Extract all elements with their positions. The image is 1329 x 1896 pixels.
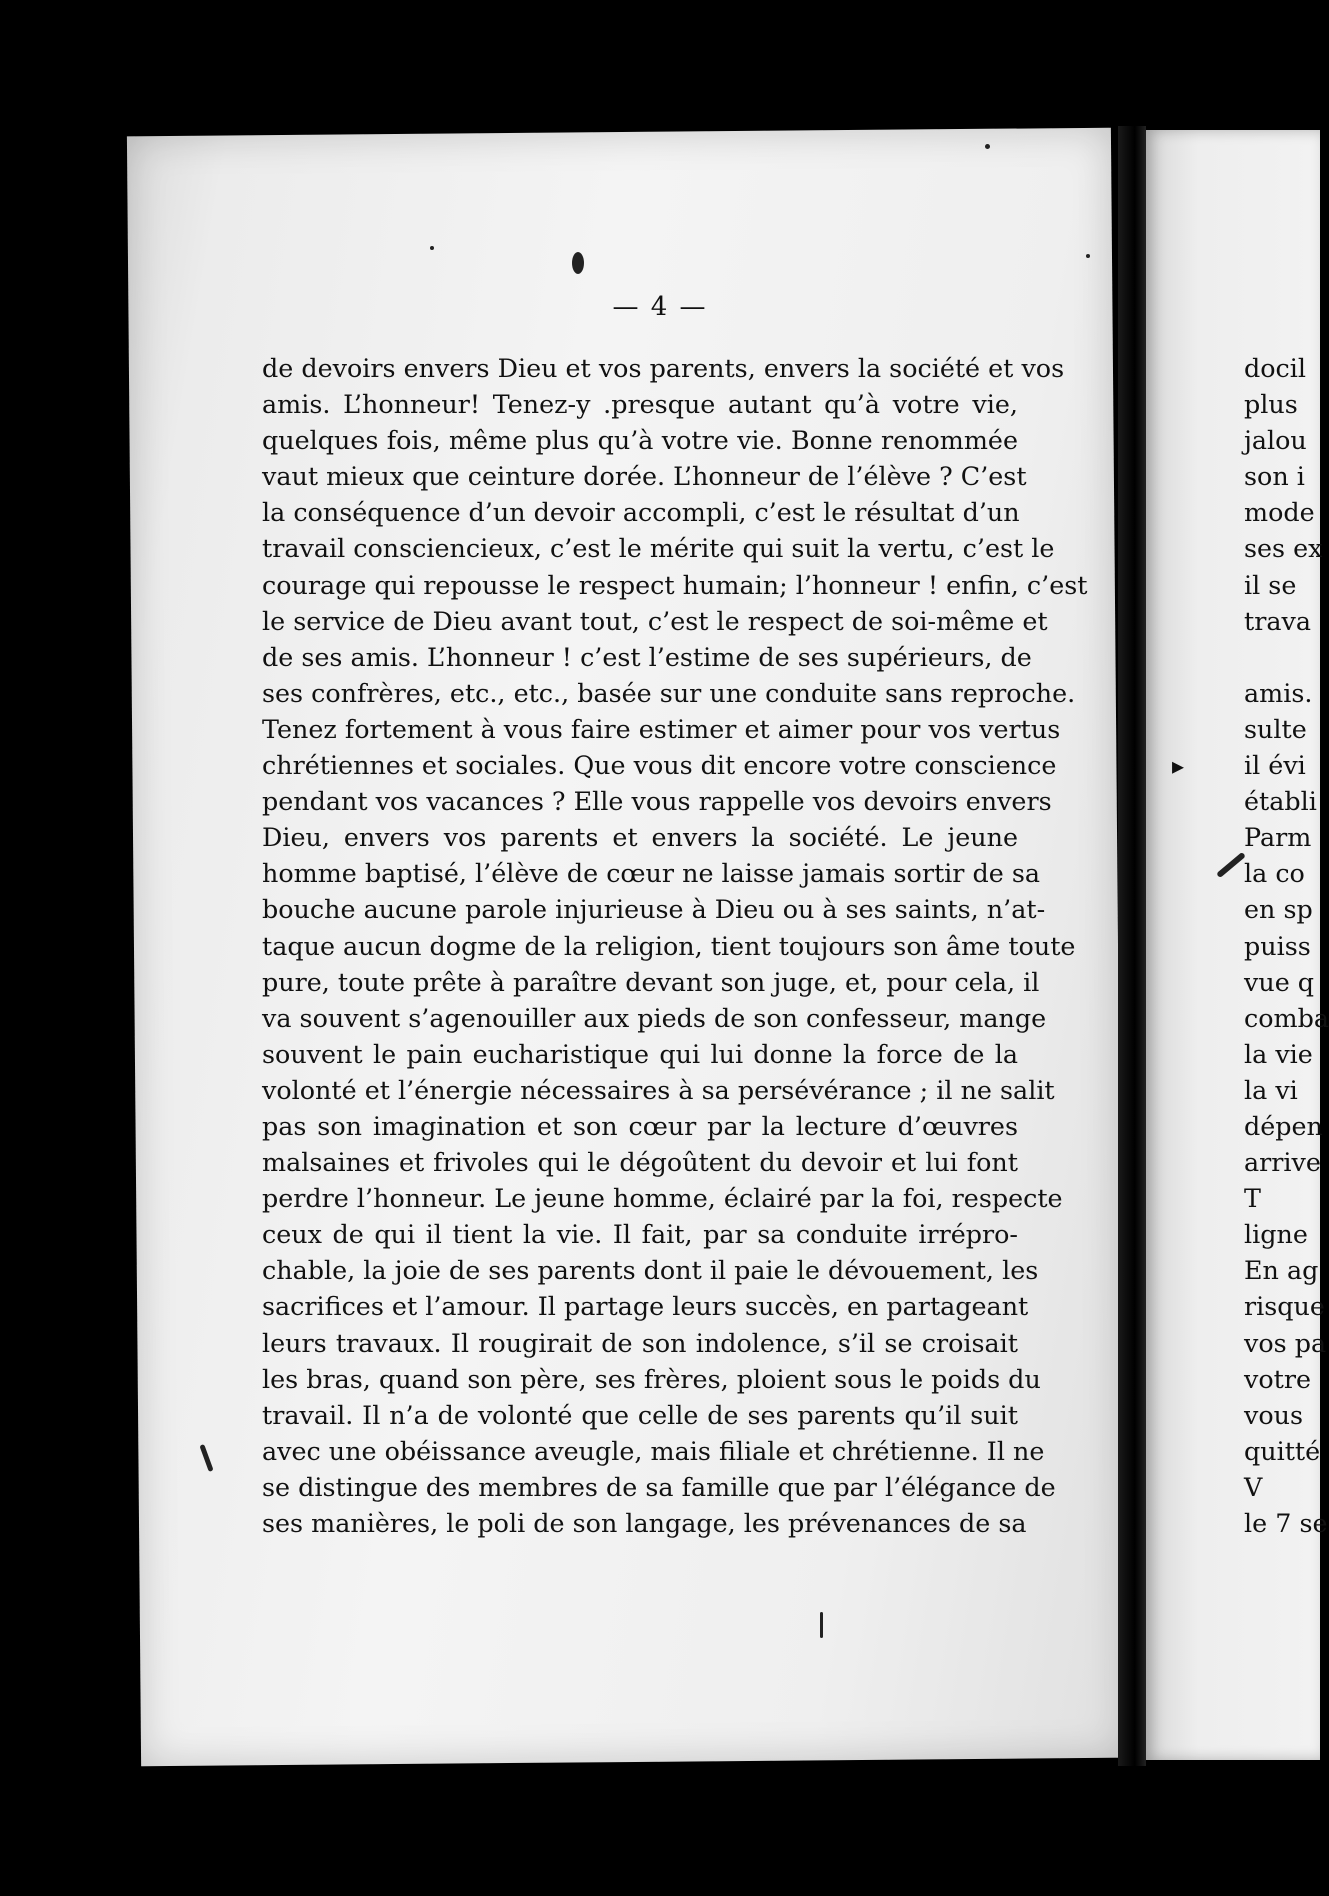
right-page-line: puiss (1244, 930, 1311, 961)
text-line: pure, toute prête à paraître devant son juge, et, pour cela, il (262, 966, 1040, 997)
text-line: sacrifices et l’amour. Il partage leurs succès, en partageant (262, 1291, 1029, 1322)
page-number: — 4 — (612, 292, 708, 322)
text-line: pendant vos vacances ? Elle vous rappelle vos devoirs envers (262, 786, 1052, 817)
text-line: avec une obéissance aveugle, mais filiale et chrétienne. Il ne (262, 1435, 1045, 1466)
right-page-line: dépen (1244, 1110, 1323, 1141)
right-page-line: plus (1244, 389, 1298, 420)
text-line: travail. Il n’a de volonté que celle de ses parents qu’il suit (262, 1399, 1018, 1430)
ink-speck (430, 246, 434, 250)
text-line: leurs travaux. Il rougirait de son indolence, s’il se croisait (262, 1327, 1018, 1358)
right-page-line: vous (1244, 1399, 1304, 1430)
right-page-line: jalou (1244, 425, 1307, 456)
right-page-line (1244, 639, 1324, 675)
right-page-line: V (1244, 1471, 1263, 1502)
text-line: de ses amis. L’honneur ! c’est l’estime de ses supérieurs, de (262, 641, 1032, 672)
pencil-stroke (820, 1612, 823, 1638)
text-line: chrétiennes et sociales. Que vous dit encore votre conscience (262, 750, 1057, 781)
right-page-line: docil (1244, 353, 1307, 383)
right-page-line: ses ex (1244, 533, 1323, 564)
right-page-line: mode (1244, 497, 1315, 528)
right-page-line: comba (1244, 1002, 1329, 1033)
text-line: Tenez fortement à vous faire estimer et aimer pour vos vertus (262, 713, 1061, 744)
right-page-line: il évi (1244, 750, 1306, 781)
text-line: souvent le pain eucharistique qui lui donne la force de la (262, 1038, 1018, 1069)
right-page-line: vue q (1244, 966, 1315, 997)
right-page-line: le 7 se (1244, 1508, 1328, 1538)
text-line: ses manières, le poli de son langage, les prévenances de sa (262, 1508, 1027, 1538)
text-line: volonté et l’énergie nécessaires à sa persévérance ; il ne salit (262, 1074, 1055, 1105)
right-page-line: la co (1244, 858, 1305, 889)
text-line: pas son imagination et son cœur par la lecture d’œuvres (262, 1110, 1018, 1141)
margin-arrow-mark: ▸ (1172, 752, 1185, 780)
text-line: taque aucun dogme de la religion, tient toujours son âme toute (262, 930, 1076, 961)
right-page-line: T (1244, 1183, 1261, 1214)
text-line: travail consciencieux, c’est le mérite qui suit la vertu, c’est le (262, 533, 1055, 564)
text-line: le service de Dieu avant tout, c’est le respect de soi-même et (262, 605, 1048, 636)
right-page-line: amis. (1244, 677, 1313, 708)
text-line: se distingue des membres de sa famille que par l’élégance de (262, 1471, 1056, 1502)
right-page-line: risque (1244, 1291, 1325, 1322)
text-line: Dieu, envers vos parents et envers la société. Le jeune (262, 822, 1018, 853)
text-line: amis. L’honneur! Tenez-y .presque autant qu’à votre vie, (262, 389, 1018, 420)
right-page-line: En ag (1244, 1255, 1319, 1286)
right-page-line: votre (1244, 1363, 1311, 1394)
right-page-line: sulte (1244, 713, 1307, 744)
text-line: homme baptisé, l’élève de cœur ne laisse jamais sortir de sa (262, 858, 1041, 889)
ink-speck (985, 144, 990, 149)
ink-blot (572, 252, 584, 274)
right-page-line: son i (1244, 461, 1305, 492)
text-line: la conséquence d’un devoir accompli, c’est le résultat d’un (262, 497, 1020, 528)
text-line: bouche aucune parole injurieuse à Dieu ou à ses saints, n’at- (262, 894, 1046, 925)
text-line: courage qui repousse le respect humain; l’honneur ! enfin, c’est (262, 569, 1088, 600)
text-line: vaut mieux que ceinture dorée. L’honneur de l’élève ? C’est (262, 461, 1027, 492)
right-page-line: la vie (1244, 1038, 1313, 1069)
text-line: de devoirs envers Dieu et vos parents, envers la société et vos (262, 353, 1065, 383)
body-text (262, 350, 1088, 1541)
ink-speck (1086, 254, 1090, 258)
text-line: perdre l’honneur. Le jeune homme, éclairé par la foi, respecte (262, 1183, 1063, 1214)
right-page-line: trava (1244, 605, 1311, 636)
right-page-line: Parm (1244, 822, 1312, 853)
right-page-line: quitté (1244, 1435, 1321, 1466)
text-line: quelques fois, même plus qu’à votre vie. Bonne renommée (262, 425, 1018, 456)
text-line: malsaines et frivoles qui le dégoûtent du devoir et lui font (262, 1147, 1018, 1178)
right-page-line: en sp (1244, 894, 1313, 925)
right-page-line: il se (1244, 569, 1297, 600)
text-line: va souvent s’agenouiller aux pieds de son confesseur, mange (262, 1002, 1047, 1033)
text-line: ses confrères, etc., etc., basée sur une conduite sans reproche. (262, 677, 1076, 708)
text-line: les bras, quand son père, ses frères, ploient sous le poids du (262, 1363, 1041, 1394)
text-line: chable, la joie de ses parents dont il paie le dévouement, les (262, 1255, 1039, 1286)
book-gutter (1118, 126, 1146, 1766)
right-page-line: établi (1244, 786, 1317, 817)
right-page-line: arrive (1244, 1147, 1321, 1178)
right-page-line: vos pa (1244, 1327, 1327, 1358)
right-page-text (1244, 350, 1329, 1541)
text-line: ceux de qui il tient la vie. Il fait, par sa conduite irrépro- (262, 1219, 1018, 1250)
right-page-line: la vi (1244, 1074, 1298, 1105)
right-page-line: ligne (1244, 1219, 1308, 1250)
